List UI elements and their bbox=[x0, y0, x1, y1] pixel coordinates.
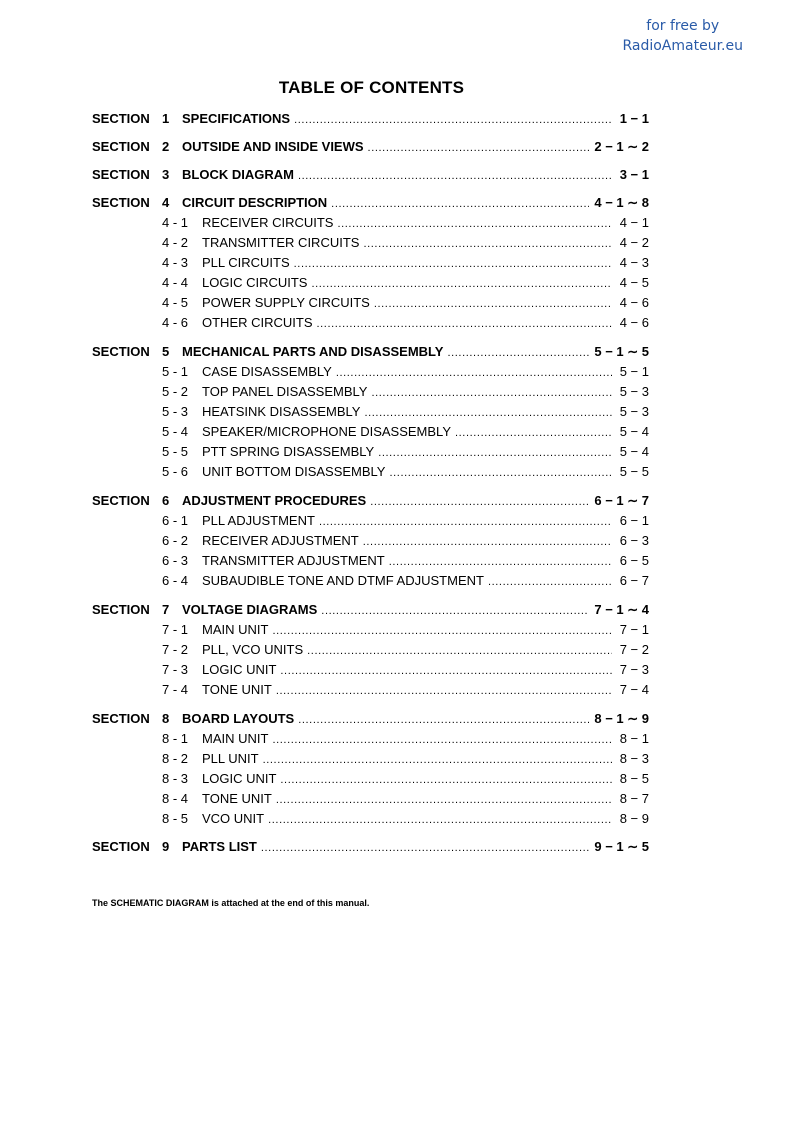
subsection-title: LOGIC CIRCUITS bbox=[202, 275, 308, 290]
dot-leader bbox=[368, 138, 590, 158]
toc-subsection-item[interactable] bbox=[92, 749, 649, 769]
subsection-title: PLL, VCO UNITS bbox=[202, 642, 304, 657]
section-label: SECTION bbox=[92, 602, 150, 617]
dot-leader bbox=[337, 214, 612, 234]
subsection-title: HEATSINK DISASSEMBLY bbox=[202, 404, 361, 419]
section-title: OUTSIDE AND INSIDE VIEWS bbox=[182, 139, 364, 154]
toc-section-3[interactable] bbox=[92, 165, 649, 185]
toc-subsection-item[interactable] bbox=[92, 362, 649, 382]
dot-leader bbox=[298, 710, 589, 730]
subsection-number: 5 - 1 bbox=[162, 364, 189, 379]
subsection-page: 5 − 1 bbox=[619, 364, 649, 379]
toc-subsection-item[interactable] bbox=[92, 511, 649, 531]
dot-leader bbox=[331, 194, 589, 214]
subsection-title: PLL CIRCUITS bbox=[202, 255, 290, 270]
subsection-page: 4 − 6 bbox=[619, 295, 649, 310]
section-page: 4 − 1 ∼ 8 bbox=[594, 195, 649, 210]
dot-leader bbox=[319, 512, 612, 532]
subsection-page: 6 − 3 bbox=[619, 533, 649, 548]
section-number: 9 bbox=[162, 839, 170, 854]
subsection-title: OTHER CIRCUITS bbox=[202, 315, 313, 330]
toc-section-9[interactable] bbox=[92, 837, 649, 857]
toc-subsection-item[interactable] bbox=[92, 551, 649, 571]
dot-leader bbox=[276, 681, 612, 701]
section-title: VOLTAGE DIAGRAMS bbox=[182, 602, 318, 617]
watermark bbox=[622, 16, 743, 56]
subsection-number: 5 - 4 bbox=[162, 424, 189, 439]
section-label: SECTION bbox=[92, 139, 150, 154]
subsection-number: 7 - 4 bbox=[162, 682, 189, 697]
subsection-title: MAIN UNIT bbox=[202, 731, 269, 746]
subsection-title: LOGIC UNIT bbox=[202, 771, 277, 786]
subsection-number: 8 - 4 bbox=[162, 791, 189, 806]
toc-subsection-item[interactable] bbox=[92, 422, 649, 442]
subsection-page: 5 − 3 bbox=[619, 384, 649, 399]
subsection-number: 6 - 1 bbox=[162, 513, 189, 528]
subsection-page: 6 − 7 bbox=[619, 573, 649, 588]
dot-leader bbox=[364, 403, 612, 423]
subsection-number: 8 - 5 bbox=[162, 811, 189, 826]
section-page: 3 − 1 bbox=[619, 167, 649, 182]
toc-subsection-item[interactable] bbox=[92, 382, 649, 402]
toc-subsection-item[interactable] bbox=[92, 253, 649, 273]
dot-leader bbox=[263, 750, 612, 770]
subsection-page: 4 − 5 bbox=[619, 275, 649, 290]
section-label: SECTION bbox=[92, 493, 150, 508]
subsection-number: 7 - 2 bbox=[162, 642, 189, 657]
toc-section-8[interactable] bbox=[92, 709, 649, 729]
subsection-number: 4 - 5 bbox=[162, 295, 189, 310]
subsection-number: 8 - 1 bbox=[162, 731, 189, 746]
section-page: 2 − 1 ∼ 2 bbox=[594, 139, 649, 154]
subsection-title: LOGIC UNIT bbox=[202, 662, 277, 677]
dot-leader bbox=[378, 443, 612, 463]
subsection-title: UNIT BOTTOM DISASSEMBLY bbox=[202, 464, 386, 479]
subsection-page: 4 − 1 bbox=[619, 215, 649, 230]
dot-leader bbox=[294, 254, 612, 274]
section-number: 4 bbox=[162, 195, 170, 210]
toc-subsection-item[interactable] bbox=[92, 293, 649, 313]
watermark-line-2: RadioAmateur.eu bbox=[622, 38, 743, 54]
subsection-page: 6 − 5 bbox=[619, 553, 649, 568]
dot-leader bbox=[307, 641, 612, 661]
subsection-page: 8 − 3 bbox=[619, 751, 649, 766]
section-number: 7 bbox=[162, 602, 170, 617]
dot-leader bbox=[371, 383, 612, 403]
watermark-line-1: for free by bbox=[646, 18, 720, 34]
subsection-page: 7 − 4 bbox=[619, 682, 649, 697]
subsection-number: 4 - 6 bbox=[162, 315, 189, 330]
toc-subsection-item[interactable] bbox=[92, 640, 649, 660]
toc-section-7[interactable] bbox=[92, 600, 649, 620]
subsection-title: CASE DISASSEMBLY bbox=[202, 364, 332, 379]
section-label: SECTION bbox=[92, 711, 150, 726]
subsection-title: PLL ADJUSTMENT bbox=[202, 513, 315, 528]
toc-section-4[interactable] bbox=[92, 193, 649, 213]
dot-leader bbox=[311, 274, 612, 294]
toc-subsection-item[interactable] bbox=[92, 680, 649, 700]
dot-leader bbox=[389, 552, 612, 572]
section-number: 3 bbox=[162, 167, 170, 182]
section-page: 8 − 1 ∼ 9 bbox=[594, 711, 649, 726]
subsection-number: 8 - 3 bbox=[162, 771, 189, 786]
subsection-page: 5 − 4 bbox=[619, 424, 649, 439]
subsection-number: 7 - 3 bbox=[162, 662, 189, 677]
subsection-number: 6 - 2 bbox=[162, 533, 189, 548]
toc-subsection-item[interactable] bbox=[92, 660, 649, 680]
toc-subsection-item[interactable] bbox=[92, 233, 649, 253]
dot-leader bbox=[268, 810, 612, 830]
dot-leader bbox=[363, 234, 612, 254]
toc-subsection-item[interactable] bbox=[92, 462, 649, 482]
subsection-title: TRANSMITTER CIRCUITS bbox=[202, 235, 360, 250]
subsection-title: POWER SUPPLY CIRCUITS bbox=[202, 295, 370, 310]
table-of-contents bbox=[92, 109, 649, 857]
section-page: 5 − 1 ∼ 5 bbox=[594, 344, 649, 359]
section-label: SECTION bbox=[92, 839, 150, 854]
dot-leader bbox=[317, 314, 613, 334]
dot-leader bbox=[280, 770, 612, 790]
subsection-page: 8 − 9 bbox=[619, 811, 649, 826]
subsection-title: TONE UNIT bbox=[202, 791, 272, 806]
subsection-page: 8 − 5 bbox=[619, 771, 649, 786]
toc-subsection-item[interactable] bbox=[92, 313, 649, 333]
toc-subsection-item[interactable] bbox=[92, 531, 649, 551]
dot-leader bbox=[389, 463, 612, 483]
toc-section-2[interactable] bbox=[92, 137, 649, 157]
dot-leader bbox=[272, 730, 612, 750]
subsection-number: 5 - 2 bbox=[162, 384, 189, 399]
dot-leader bbox=[447, 343, 589, 363]
dot-leader bbox=[261, 838, 590, 858]
subsection-number: 6 - 4 bbox=[162, 573, 189, 588]
dot-leader bbox=[294, 110, 612, 130]
subsection-number: 4 - 1 bbox=[162, 215, 189, 230]
subsection-page: 4 − 3 bbox=[619, 255, 649, 270]
subsection-number: 5 - 6 bbox=[162, 464, 189, 479]
subsection-page: 8 − 1 bbox=[619, 731, 649, 746]
section-label: SECTION bbox=[92, 111, 150, 126]
section-page: 9 − 1 ∼ 5 bbox=[594, 839, 649, 854]
dot-leader bbox=[370, 492, 589, 512]
section-title: CIRCUIT DESCRIPTION bbox=[182, 195, 328, 210]
subsection-page: 8 − 7 bbox=[619, 791, 649, 806]
toc-subsection-item[interactable] bbox=[92, 442, 649, 462]
dot-leader bbox=[280, 661, 612, 681]
section-label: SECTION bbox=[92, 195, 150, 210]
subsection-page: 4 − 2 bbox=[619, 235, 649, 250]
subsection-page: 7 − 1 bbox=[619, 622, 649, 637]
subsection-title: TONE UNIT bbox=[202, 682, 272, 697]
section-label: SECTION bbox=[92, 344, 150, 359]
section-page: 6 − 1 ∼ 7 bbox=[594, 493, 649, 508]
subsection-number: 8 - 2 bbox=[162, 751, 189, 766]
toc-section-5[interactable] bbox=[92, 342, 649, 362]
subsection-page: 5 − 5 bbox=[619, 464, 649, 479]
toc-subsection-item[interactable] bbox=[92, 809, 649, 829]
subsection-page: 7 − 2 bbox=[619, 642, 649, 657]
dot-leader bbox=[298, 166, 612, 186]
schematic-note: The SCHEMATIC DIAGRAM is attached at the end of this manual. bbox=[92, 898, 370, 908]
toc-subsection-item[interactable] bbox=[92, 213, 649, 233]
dot-leader bbox=[276, 790, 612, 810]
toc-subsection-item[interactable] bbox=[92, 571, 649, 591]
subsection-title: RECEIVER ADJUSTMENT bbox=[202, 533, 359, 548]
toc-section-1[interactable] bbox=[92, 109, 649, 129]
dot-leader bbox=[272, 621, 612, 641]
toc-subsection-item[interactable] bbox=[92, 729, 649, 749]
subsection-number: 4 - 2 bbox=[162, 235, 189, 250]
subsection-number: 4 - 4 bbox=[162, 275, 189, 290]
toc-section-6[interactable] bbox=[92, 491, 649, 511]
subsection-number: 4 - 3 bbox=[162, 255, 189, 270]
dot-leader bbox=[488, 572, 612, 592]
subsection-number: 6 - 3 bbox=[162, 553, 189, 568]
subsection-number: 5 - 3 bbox=[162, 404, 189, 419]
subsection-title: MAIN UNIT bbox=[202, 622, 269, 637]
subsection-title: RECEIVER CIRCUITS bbox=[202, 215, 334, 230]
subsection-title: TOP PANEL DISASSEMBLY bbox=[202, 384, 368, 399]
subsection-page: 5 − 4 bbox=[619, 444, 649, 459]
subsection-page: 7 − 3 bbox=[619, 662, 649, 677]
subsection-title: SUBAUDIBLE TONE AND DTMF ADJUSTMENT bbox=[202, 573, 484, 588]
section-number: 6 bbox=[162, 493, 170, 508]
subsection-title: TRANSMITTER ADJUSTMENT bbox=[202, 553, 385, 568]
section-title: BLOCK DIAGRAM bbox=[182, 167, 294, 182]
subsection-number: 5 - 5 bbox=[162, 444, 189, 459]
toc-subsection-item[interactable] bbox=[92, 769, 649, 789]
subsection-title: PLL UNIT bbox=[202, 751, 259, 766]
section-title: ADJUSTMENT PROCEDURES bbox=[182, 493, 367, 508]
section-title: SPECIFICATIONS bbox=[182, 111, 291, 126]
subsection-page: 4 − 6 bbox=[619, 315, 649, 330]
dot-leader bbox=[363, 532, 612, 552]
subsection-page: 5 − 3 bbox=[619, 404, 649, 419]
subsection-title: SPEAKER/MICROPHONE DISASSEMBLY bbox=[202, 424, 451, 439]
section-number: 1 bbox=[162, 111, 170, 126]
dot-leader bbox=[374, 294, 612, 314]
page-title: TABLE OF CONTENTS bbox=[278, 78, 465, 97]
dot-leader bbox=[321, 601, 589, 621]
section-title: PARTS LIST bbox=[182, 839, 257, 854]
toc-subsection-item[interactable] bbox=[92, 620, 649, 640]
subsection-page: 6 − 1 bbox=[619, 513, 649, 528]
toc-subsection-item[interactable] bbox=[92, 402, 649, 422]
section-page: 7 − 1 ∼ 4 bbox=[594, 602, 649, 617]
section-page: 1 − 1 bbox=[619, 111, 649, 126]
subsection-title: VCO UNIT bbox=[202, 811, 265, 826]
section-number: 5 bbox=[162, 344, 170, 359]
section-title: BOARD LAYOUTS bbox=[182, 711, 295, 726]
dot-leader bbox=[455, 423, 612, 443]
section-number: 8 bbox=[162, 711, 170, 726]
section-title: MECHANICAL PARTS AND DISASSEMBLY bbox=[182, 344, 444, 359]
toc-subsection-item[interactable] bbox=[92, 273, 649, 293]
subsection-number: 7 - 1 bbox=[162, 622, 189, 637]
section-label: SECTION bbox=[92, 167, 150, 182]
toc-subsection-item[interactable] bbox=[92, 789, 649, 809]
dot-leader bbox=[336, 363, 612, 383]
subsection-title: PTT SPRING DISASSEMBLY bbox=[202, 444, 375, 459]
section-number: 2 bbox=[162, 139, 170, 154]
